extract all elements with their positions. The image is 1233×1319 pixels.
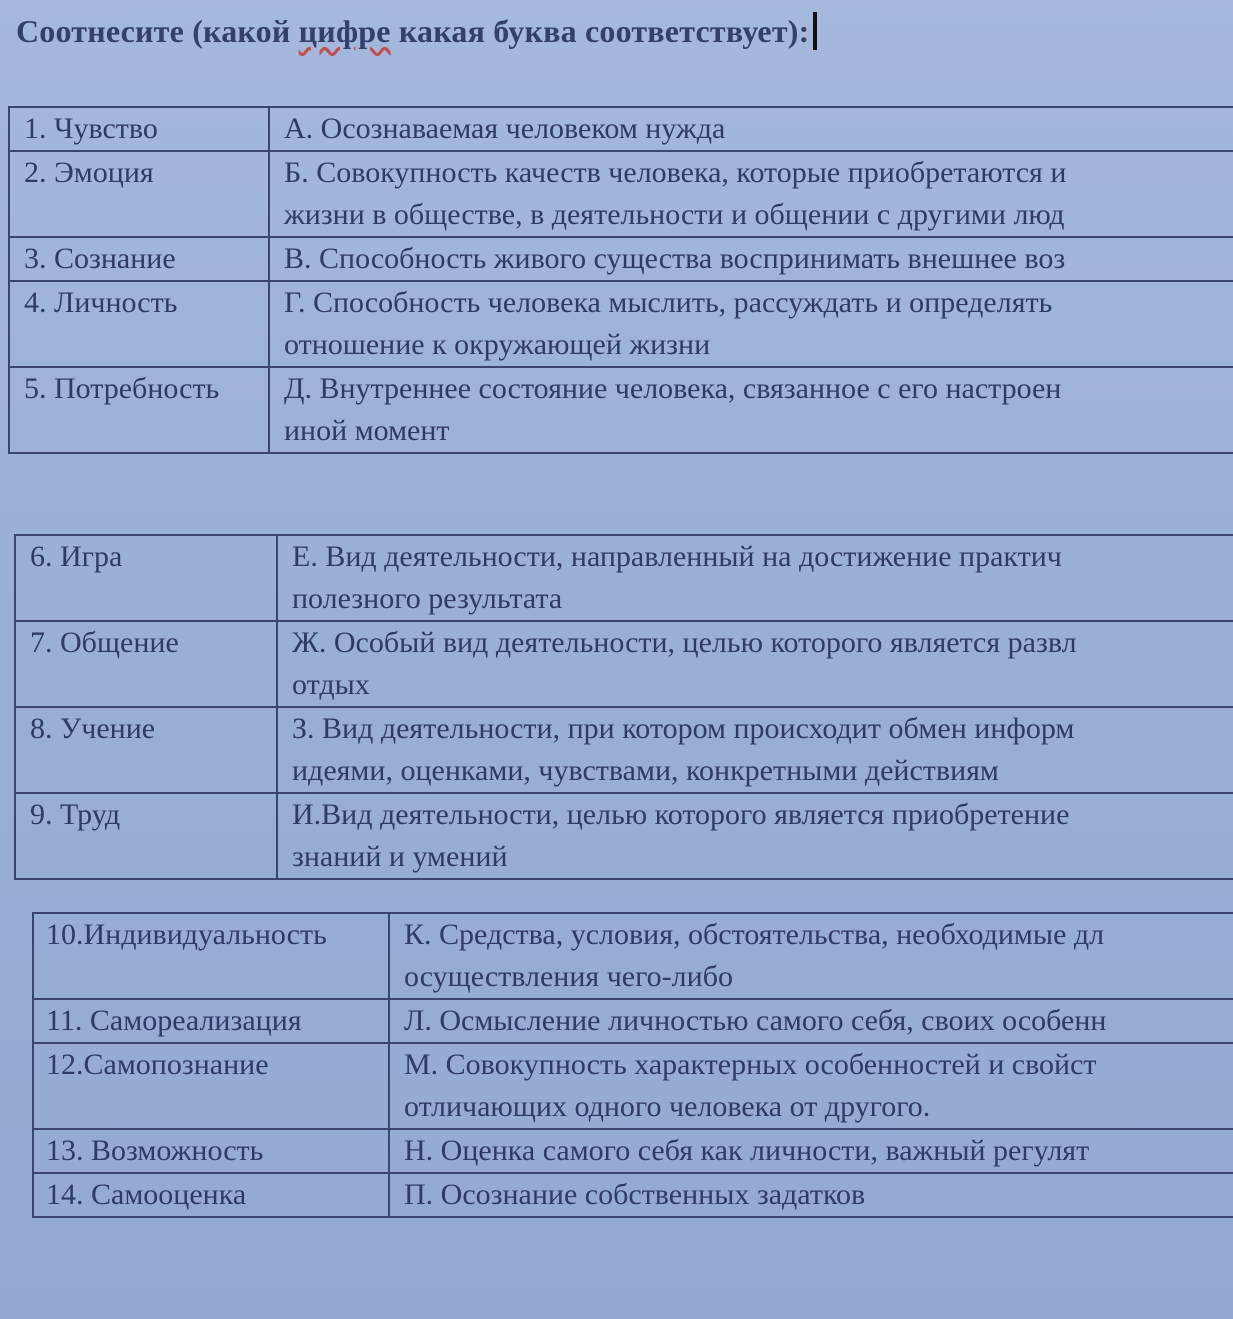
definition-line: осуществления чего-либо [404, 960, 733, 993]
table-row [15, 793, 1233, 879]
term-cell[interactable]: 5. Потребность [9, 367, 269, 453]
definition-line: В. Способность живого существа воспринимать внешнее воз [284, 242, 1066, 275]
definition-cell[interactable] [277, 793, 1233, 879]
term-cell[interactable]: 10.Индивидуальность [33, 913, 389, 999]
definition-cell[interactable] [269, 367, 1233, 453]
definition-line: Ж. Особый вид деятельности, целью которого является развл [292, 626, 1077, 659]
table-row [9, 237, 1233, 281]
task-heading [16, 12, 817, 50]
term-cell[interactable]: 13. Возможность [33, 1129, 389, 1173]
definition-line: Н. Оценка самого себя как личности, важный регулят [404, 1134, 1090, 1167]
definition-line: К. Средства, условия, обстоятельства, необходимые дл [404, 918, 1105, 951]
heading-text-end: какая буква соответствует): [390, 13, 810, 49]
table-row [15, 535, 1233, 621]
definition-cell[interactable] [269, 107, 1233, 151]
definition-cell[interactable] [389, 1043, 1233, 1129]
table-row [33, 913, 1233, 999]
term-cell[interactable]: 6. Игра [15, 535, 277, 621]
definition-cell[interactable] [269, 151, 1233, 237]
table-row [9, 151, 1233, 237]
table-row [33, 999, 1233, 1043]
definition-cell[interactable] [389, 1129, 1233, 1173]
definition-line: З. Вид деятельности, при котором происходит обмен информ [292, 712, 1075, 745]
definition-line: П. Осознание собственных задатков [404, 1178, 866, 1211]
term-cell[interactable]: 14. Самооценка [33, 1173, 389, 1217]
term-cell[interactable]: 1. Чувство [9, 107, 269, 151]
table-row [33, 1173, 1233, 1217]
definition-cell[interactable] [389, 999, 1233, 1043]
term-cell[interactable]: 11. Самореализация [33, 999, 389, 1043]
definition-line: Е. Вид деятельности, направленный на достижение практич [292, 540, 1062, 573]
term-cell[interactable]: 8. Учение [15, 707, 277, 793]
table-row [33, 1129, 1233, 1173]
definition-cell[interactable] [277, 621, 1233, 707]
term-cell[interactable]: 2. Эмоция [9, 151, 269, 237]
definition-cell[interactable] [269, 237, 1233, 281]
heading-text-start: Соотнесите (какой [16, 13, 299, 49]
definition-line: А. Осознаваемая человеком нужда [284, 112, 726, 145]
term-cell[interactable]: 4. Личность [9, 281, 269, 367]
definition-line: Л. Осмысление личностью самого себя, своих особенн [404, 1004, 1107, 1037]
definition-line: Г. Способность человека мыслить, рассуждать и определять [284, 286, 1053, 319]
table-row [9, 107, 1233, 151]
table-row [15, 707, 1233, 793]
definition-cell[interactable] [389, 1173, 1233, 1217]
definition-line: жизни в обществе, в деятельности и общении с другими люд [284, 198, 1065, 231]
definition-cell[interactable] [269, 281, 1233, 367]
definition-cell[interactable] [277, 707, 1233, 793]
definition-line: полезного результата [292, 582, 563, 615]
term-cell[interactable]: 7. Общение [15, 621, 277, 707]
definition-line: знаний и умений [292, 840, 508, 873]
term-cell[interactable]: 9. Труд [15, 793, 277, 879]
definition-line: идеями, оценками, чувствами, конкретными действиям [292, 754, 999, 787]
matching-table-3 [32, 912, 1233, 1218]
term-cell[interactable]: 3. Сознание [9, 237, 269, 281]
table-row [9, 367, 1233, 453]
table-row [33, 1043, 1233, 1129]
definition-line: И.Вид деятельности, целью которого является приобретение [292, 798, 1070, 831]
term-cell[interactable]: 12.Самопознание [33, 1043, 389, 1129]
definition-line: Б. Совокупность качеств человека, которые приобретаются и [284, 156, 1067, 189]
matching-table-2 [14, 534, 1233, 880]
definition-line: иной момент [284, 414, 450, 447]
table-row [15, 621, 1233, 707]
text-cursor [813, 12, 817, 50]
definition-line: отношение к окружающей жизни [284, 328, 711, 361]
table-row [9, 281, 1233, 367]
matching-table-1 [8, 106, 1233, 454]
definition-line: М. Совокупность характерных особенностей и свойст [404, 1048, 1097, 1081]
heading-misspelled-word[interactable]: цифре [298, 13, 391, 49]
definition-cell[interactable] [389, 913, 1233, 999]
definition-cell[interactable] [277, 535, 1233, 621]
definition-line: Д. Внутреннее состояние человека, связанное с его настроен [284, 372, 1062, 405]
definition-line: отдых [292, 668, 370, 701]
definition-line: отличающих одного человека от другого. [404, 1090, 931, 1123]
